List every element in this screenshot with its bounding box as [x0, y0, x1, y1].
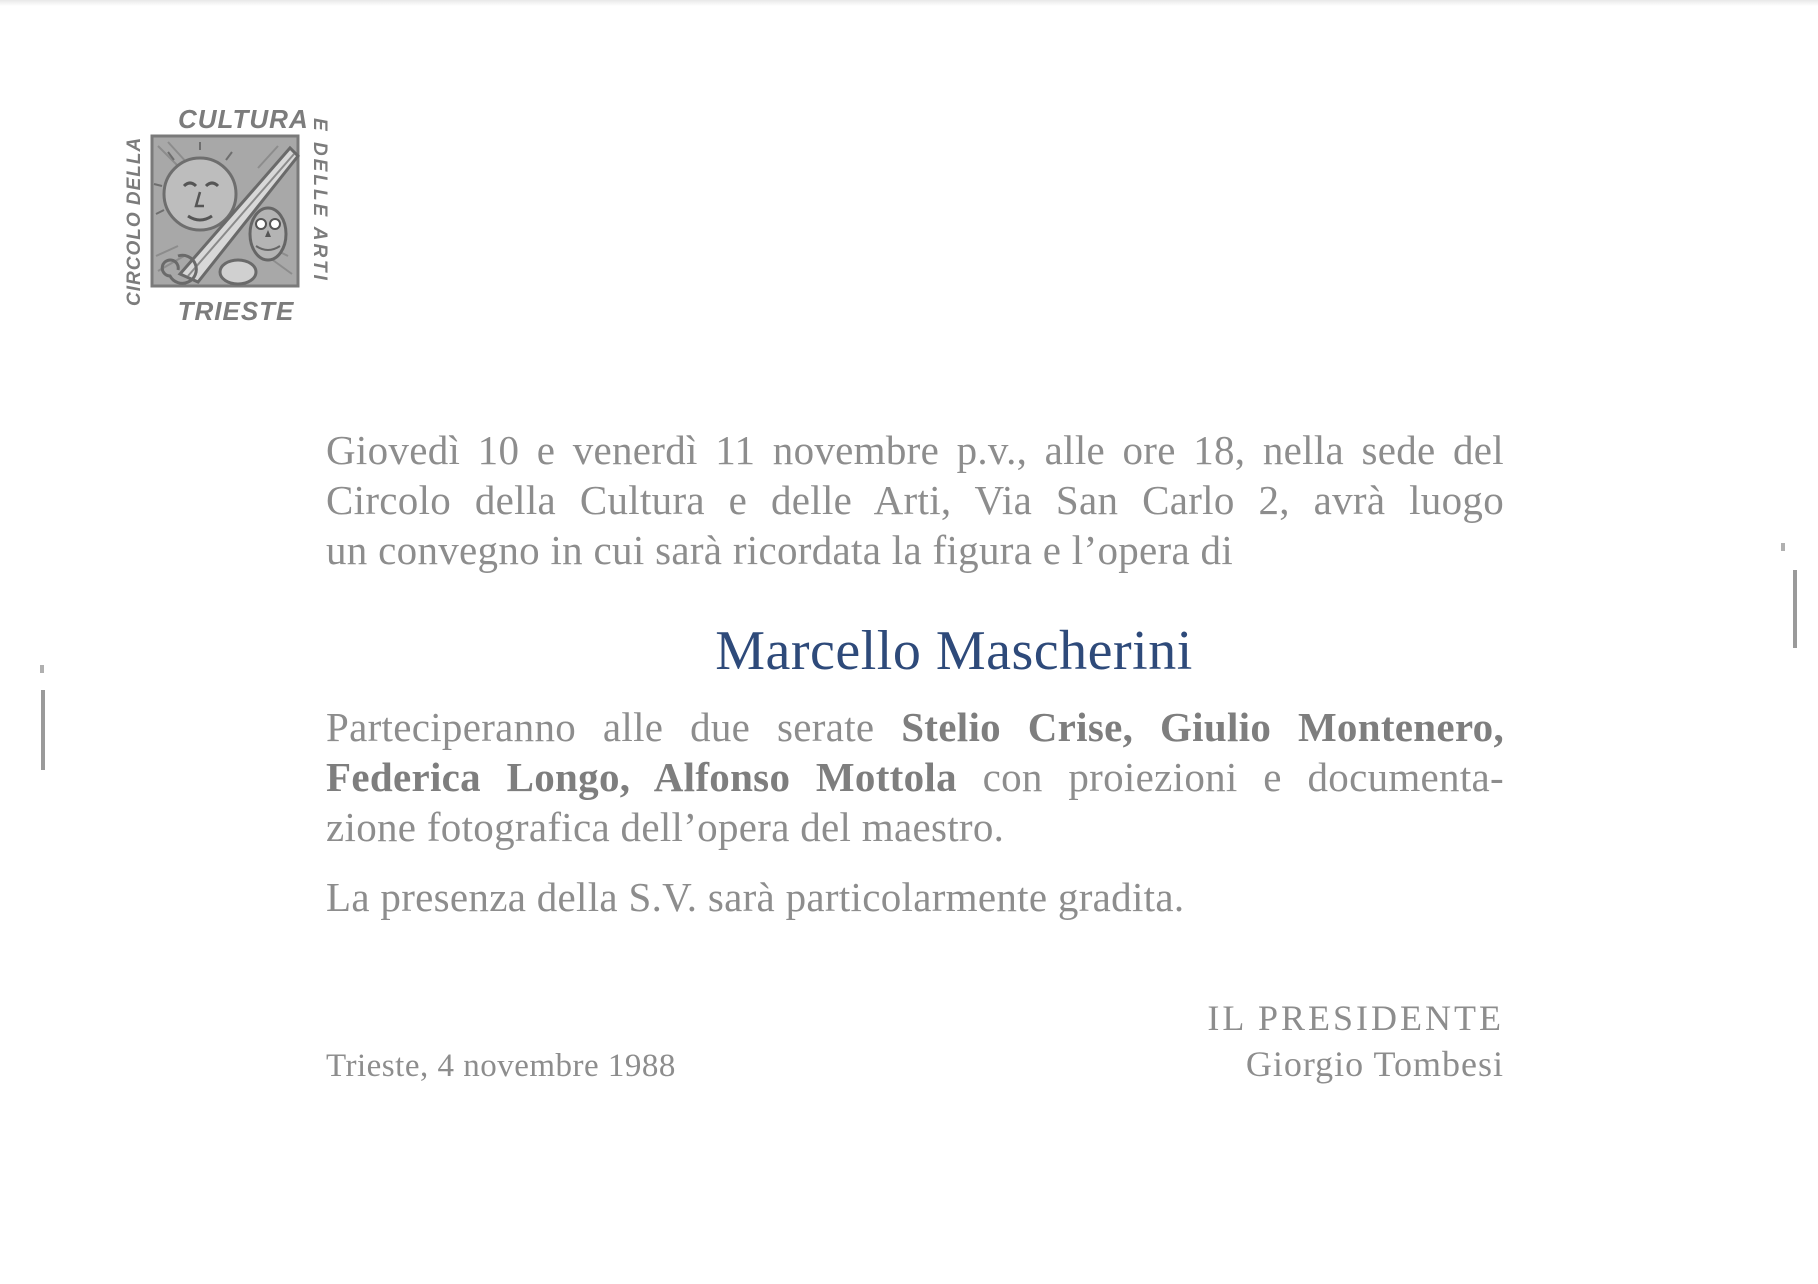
svg-text:E DELLE ARTI: E DELLE ARTI	[309, 118, 330, 283]
participants-line	[326, 752, 1504, 802]
staple-mark-right	[1793, 570, 1797, 648]
announcement-line: Giovedì 10 e venerdì 11 novembre p.v., alle ore 18, nella sede del	[326, 427, 1504, 473]
participants-names-1: Stelio Crise, Giulio Montenero,	[901, 704, 1504, 750]
participants-paragraph	[326, 702, 1504, 852]
circolo-logo	[118, 106, 330, 328]
participants-names-2: Federica Longo, Alfonso Mottola	[326, 754, 957, 800]
signature-name: Giorgio Tombesi	[1245, 1044, 1504, 1084]
signature-block	[1190, 995, 1504, 1087]
announcement-paragraph	[326, 425, 1504, 575]
honoree-name	[0, 616, 1818, 686]
top-edge	[0, 0, 1818, 6]
participants-line	[326, 702, 1504, 752]
scan-mark	[1781, 543, 1785, 551]
place-and-date: Trieste, 4 novembre 1988	[326, 1048, 676, 1084]
svg-text:CULTURA: CULTURA	[178, 106, 309, 134]
svg-text:TRIESTE: TRIESTE	[177, 296, 295, 326]
scan-mark	[40, 665, 44, 673]
svg-text:CIRCOLO DELLA: CIRCOLO DELLA	[124, 136, 145, 306]
closing-sentence: La presenza della S.V. sarà particolarmente gradita.	[326, 874, 1185, 920]
participants-line: zione fotografica dell’opera del maestro.	[326, 804, 1005, 850]
signature-title: IL PRESIDENTE	[1207, 998, 1504, 1038]
participants-description: con proiezioni e documenta-	[956, 754, 1504, 800]
announcement-line: Circolo della Cultura e delle Arti, Via San Carlo 2, avrà luogo	[326, 477, 1504, 523]
participants-intro: Parteciperanno alle due serate	[326, 704, 902, 750]
announcement-line: un convegno in cui sarà ricordata la figura e l’opera di	[326, 527, 1234, 573]
staple-mark-left	[41, 690, 45, 770]
honoree-name-text: Marcello Mascherini	[715, 620, 1193, 682]
